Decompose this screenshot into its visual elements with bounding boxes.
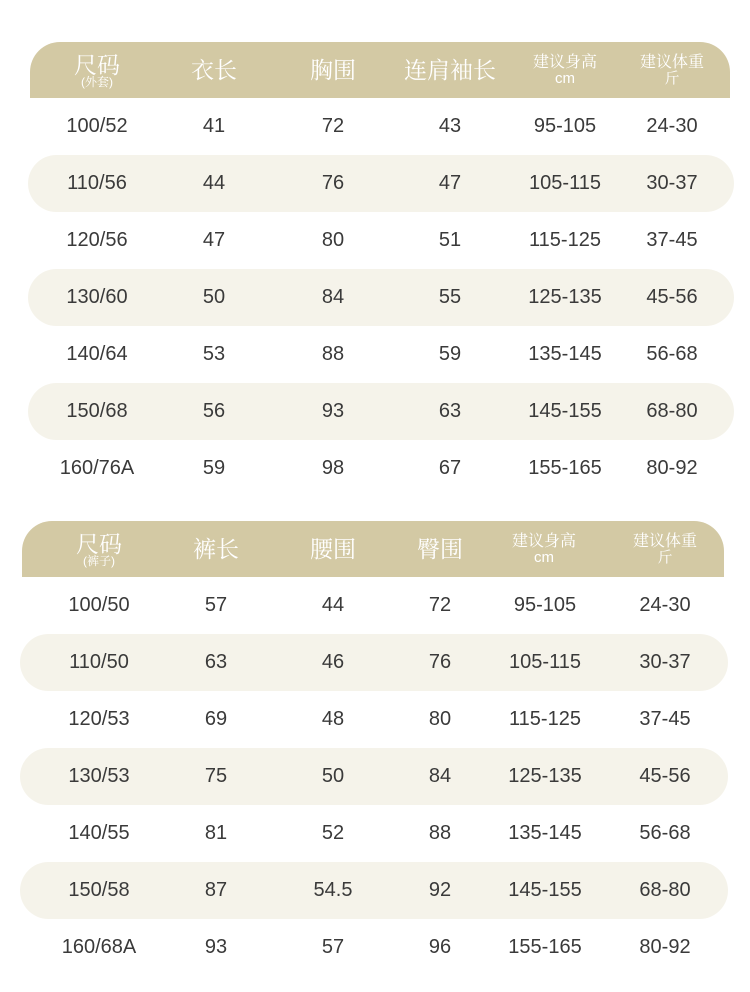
header-size: 尺码 (外套) <box>74 51 120 89</box>
table-cell: 80 <box>321 229 345 251</box>
table-cell: 72 <box>428 594 452 616</box>
table-cell: 92 <box>428 879 452 901</box>
table-cell: 72 <box>321 115 345 137</box>
table-cell: 44 <box>202 172 226 194</box>
table-cell: 145-155 <box>508 879 582 901</box>
table-row <box>30 326 730 383</box>
table-cell: 59 <box>202 457 226 479</box>
table-cell: 88 <box>428 822 452 844</box>
table-cell: 120/53 <box>68 708 130 730</box>
table-row <box>30 212 730 269</box>
table-cell: 145-155 <box>528 400 602 422</box>
table-cell: 125-135 <box>528 286 602 308</box>
jacket-table-header <box>30 42 730 98</box>
table-cell: 95-105 <box>533 115 597 137</box>
table-row <box>30 98 730 155</box>
table-cell: 59 <box>438 343 462 365</box>
table-cell: 47 <box>202 229 226 251</box>
table-cell: 41 <box>202 115 226 137</box>
table-row <box>30 440 730 497</box>
table-row <box>20 634 728 691</box>
table-cell: 100/52 <box>66 115 128 137</box>
pants-table-body <box>22 577 724 976</box>
table-cell: 125-135 <box>508 765 582 787</box>
table-cell: 56-68 <box>646 343 698 365</box>
table-cell: 43 <box>438 115 462 137</box>
header-length: 裤长 <box>193 536 239 562</box>
table-cell: 30-37 <box>646 172 698 194</box>
table-cell: 24-30 <box>639 594 691 616</box>
header-hip: 臀围 <box>417 536 463 562</box>
table-row <box>22 691 724 748</box>
table-cell: 160/76A <box>59 457 135 479</box>
table-cell: 56-68 <box>639 822 691 844</box>
table-cell: 140/55 <box>68 822 130 844</box>
table-cell: 80-92 <box>639 936 691 958</box>
header-height: 建议身高 cm <box>511 532 577 566</box>
table-cell: 45-56 <box>646 286 698 308</box>
header-height: 建议身高 cm <box>532 53 598 87</box>
table-row <box>20 862 728 919</box>
table-cell: 84 <box>428 765 452 787</box>
header-length: 衣长 <box>191 57 237 83</box>
table-row <box>28 383 734 440</box>
table-cell: 120/56 <box>66 229 128 251</box>
table-cell: 96 <box>428 936 452 958</box>
table-cell: 47 <box>438 172 462 194</box>
table-cell: 63 <box>438 400 462 422</box>
header-sleeve: 连肩袖长 <box>404 57 496 83</box>
table-cell: 56 <box>202 400 226 422</box>
table-cell: 37-45 <box>639 708 691 730</box>
table-cell: 69 <box>204 708 228 730</box>
table-cell: 155-165 <box>528 457 602 479</box>
table-cell: 105-115 <box>529 172 601 194</box>
table-cell: 115-125 <box>529 229 601 251</box>
table-cell: 57 <box>204 594 228 616</box>
table-cell: 93 <box>321 400 345 422</box>
header-waist: 腰围 <box>310 536 356 562</box>
table-row <box>22 577 724 634</box>
table-cell: 110/50 <box>69 651 129 673</box>
table-cell: 80 <box>428 708 452 730</box>
jacket-table-body <box>30 98 730 497</box>
table-row <box>22 919 724 976</box>
table-row <box>28 155 734 212</box>
table-cell: 67 <box>438 457 462 479</box>
table-cell: 115-125 <box>509 708 581 730</box>
table-cell: 57 <box>321 936 345 958</box>
table-cell: 95-105 <box>513 594 577 616</box>
header-chest: 胸围 <box>310 57 356 83</box>
table-cell: 88 <box>321 343 345 365</box>
table-cell: 63 <box>204 651 228 673</box>
pants-table-header <box>22 521 724 577</box>
table-cell: 150/68 <box>66 400 128 422</box>
table-cell: 30-37 <box>639 651 691 673</box>
table-cell: 130/53 <box>68 765 130 787</box>
table-cell: 45-56 <box>639 765 691 787</box>
table-cell: 37-45 <box>646 229 698 251</box>
table-row <box>22 805 724 862</box>
table-cell: 130/60 <box>66 286 128 308</box>
table-cell: 84 <box>321 286 345 308</box>
table-row <box>28 269 734 326</box>
table-cell: 100/50 <box>68 594 130 616</box>
table-cell: 54.5 <box>313 879 353 901</box>
table-cell: 50 <box>202 286 226 308</box>
table-cell: 76 <box>321 172 345 194</box>
table-cell: 51 <box>438 229 462 251</box>
table-row <box>20 748 728 805</box>
table-cell: 160/68A <box>61 936 137 958</box>
table-cell: 87 <box>204 879 228 901</box>
table-cell: 98 <box>321 457 345 479</box>
table-cell: 44 <box>321 594 345 616</box>
table-cell: 24-30 <box>646 115 698 137</box>
table-cell: 105-115 <box>509 651 581 673</box>
table-cell: 80-92 <box>646 457 698 479</box>
table-cell: 68-80 <box>639 879 691 901</box>
table-cell: 93 <box>204 936 228 958</box>
table-cell: 46 <box>321 651 345 673</box>
table-cell: 53 <box>202 343 226 365</box>
table-cell: 110/56 <box>67 172 127 194</box>
header-size: 尺码 (裤子) <box>76 530 122 568</box>
table-cell: 52 <box>321 822 345 844</box>
table-cell: 155-165 <box>508 936 582 958</box>
table-cell: 76 <box>428 651 452 673</box>
table-cell: 135-145 <box>528 343 602 365</box>
pants-size-table <box>22 521 724 976</box>
table-cell: 55 <box>438 286 462 308</box>
table-cell: 150/58 <box>68 879 130 901</box>
table-cell: 50 <box>321 765 345 787</box>
table-cell: 68-80 <box>646 400 698 422</box>
header-weight: 建议体重 斤 <box>639 53 705 87</box>
table-cell: 140/64 <box>66 343 128 365</box>
header-weight: 建议体重 斤 <box>632 532 698 566</box>
table-cell: 135-145 <box>508 822 582 844</box>
table-cell: 75 <box>204 765 228 787</box>
table-cell: 48 <box>321 708 345 730</box>
table-cell: 81 <box>204 822 228 844</box>
jacket-size-table <box>30 42 730 497</box>
